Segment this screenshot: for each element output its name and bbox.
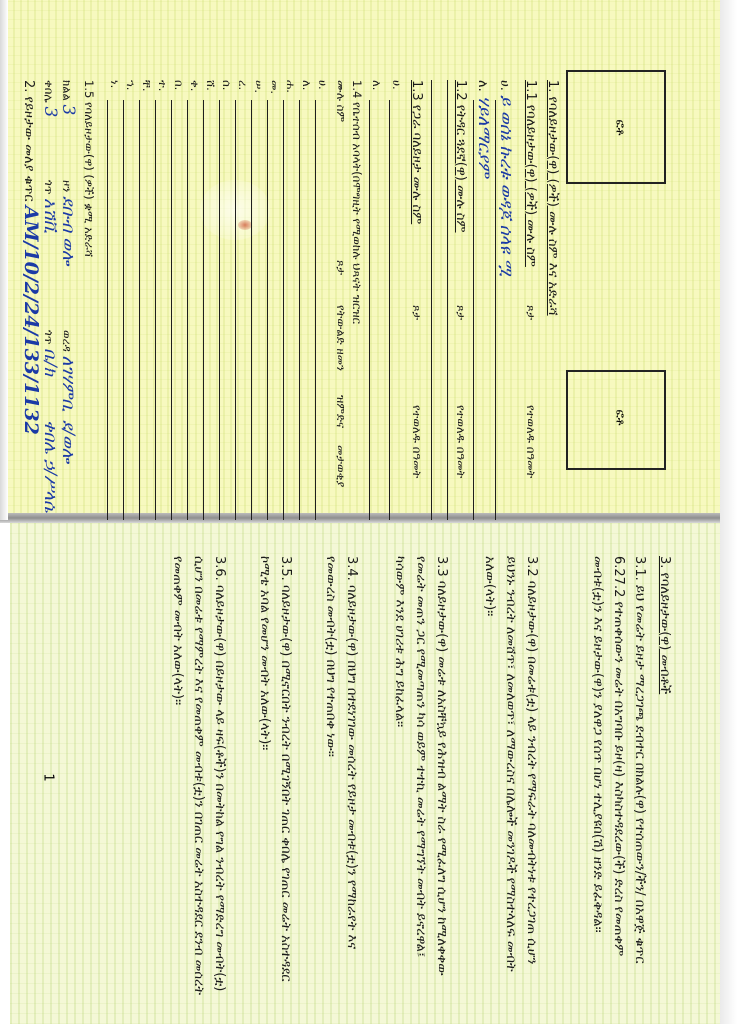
q1-5-zone-hw	[58, 420, 78, 463]
kebele-value: 3	[40, 106, 60, 118]
para-3-3: 3.3 ባለይዞታው(ዋ) መሬቱ ለአስቸኳይ የሕዝብ ልማት ስራ የሚፈለግ ሲሆን ከሚለቀቀው የመሬት መጠን ጋር የሚመጣጠን ካሳ ወይም ተተኪ መሬት የማግኘት መብት ይኖረዋል፤ ካሳውም እንደ ሀገሪቱ ሕግ ይከፈላል።	[392, 556, 449, 976]
family-member-row-label: ሸ.	[204, 80, 218, 91]
q1-4-col-id2: መታወቂያ	[334, 445, 348, 488]
q1-5-label: 1.5 የባለይዞታው(ዋ) (ዎች) ቋሚ አድራሻ	[82, 80, 96, 258]
q1-1-row-a	[496, 80, 516, 276]
family-member-row-line	[315, 100, 316, 520]
zone-label: ዞን	[60, 180, 74, 193]
family-member-row-label: ለ.	[300, 80, 314, 91]
family-member-row-line	[267, 100, 268, 520]
q1-1-col-gender: ጾታ	[524, 305, 538, 321]
handwritten-extra: ቀበሌ ኃ/ሥላሴ	[40, 420, 60, 513]
rights-title-text: 3. የባለይዞታው(ዋ) መብቶች	[657, 556, 672, 695]
family-member-row-label: ረ.	[236, 80, 250, 91]
family-member-row-label: መ.	[268, 80, 282, 95]
q1-1-col-id: የተወለዱ በዓመት	[524, 405, 538, 479]
q1-1-row-b	[474, 80, 494, 177]
q1-3-col-id: የተወለዱ በዓመት	[410, 405, 424, 479]
woreda-label: ወረዳ	[60, 330, 74, 352]
rights-content	[52, 556, 672, 996]
q1-1-text: 1.1 የባለይዞታው(ዋ) (ዎች) ሙሉ ስም	[523, 80, 538, 267]
q1-3-row-b: ለ.	[370, 80, 384, 91]
locality-value: ቤ/ክ	[40, 348, 60, 376]
q2-label	[20, 80, 42, 435]
q1-4-col-id: የትውልድ ዘመን	[334, 305, 348, 371]
left-edge-shadow	[0, 0, 8, 520]
underline	[431, 80, 432, 520]
q1-2-text: 1.2 የትዳር ጓደኛ(ዋ) ሙሉ ስም	[453, 80, 468, 233]
q1-5-locality	[40, 330, 60, 376]
q1-2-label	[453, 80, 468, 233]
handwritten-owner-name: ይ ወሰኔ ኩረቱ ወዳጆ ሰላዩ ሟ	[496, 95, 516, 277]
family-member-row-line	[107, 100, 108, 520]
para-3-5: 3.5. ባለይዞታው(ዋ) በሚኖርበት ንብረት በሚገኝበት ገጠር ቀበሌ የገጠር መሬት አስተዳደር ኮሚቴ አባል የመሆን መብት አለው(ላት)።	[257, 556, 293, 982]
kebele-label: ቀበሌ	[42, 80, 56, 103]
q1-4-col-gender: ጾታ	[334, 260, 348, 276]
family-member-row-line	[251, 100, 252, 520]
family-member-row-line	[299, 100, 300, 520]
para-3-2: 3.2 ባለይዞታው(ዋ) በመሬቱ(ቷ) ላይ ንብረት የማፍራት ባለመብትነቱ የተረጋገጠ ሲሆን ይህንኑ ንብረት ለመሸጥ፣ ለመለወጥ፣ ለማውረስና በሌሎች መንገዶች የማስተላለፍ መብት አለው(ላት)።	[482, 556, 539, 972]
q1-1-label	[523, 80, 538, 267]
q1-5-kebele	[40, 80, 60, 117]
family-member-row-line	[139, 100, 140, 520]
q1-3-col-gender: ጾታ	[410, 305, 424, 321]
family-member-row-line	[171, 100, 172, 520]
right-edge	[720, 0, 737, 1024]
zone-value: ደቡብ ወሎ	[58, 195, 78, 266]
woreda-value: ለገሃምቢ	[58, 355, 78, 412]
page-number: 1	[40, 773, 56, 782]
region-label: ክልል	[60, 80, 74, 101]
q1-4-col-name: ሙሉ ስም	[334, 80, 348, 123]
handwritten-zone: ደ/ወሎ	[58, 420, 78, 464]
region-value: 3	[58, 104, 78, 116]
got-value: አሽቪ	[40, 198, 60, 234]
got-label: ጎጥ	[42, 180, 56, 195]
q1-5-zone	[58, 180, 78, 265]
photo-label-2: ፎቶ	[613, 409, 628, 426]
underline	[495, 100, 496, 520]
family-member-row-label: በ.	[172, 80, 186, 91]
q1-4-label: 1.4 የቤተሰብ አባላት(በሞግዚት የሚወከሉ ህጻናት ዝርዝር	[350, 80, 364, 324]
q1-2-col-gender: ጾታ	[454, 305, 468, 321]
family-member-row-line	[235, 100, 236, 520]
family-member-row-label: ነ.	[108, 80, 122, 89]
handwritten-owner-name-2: ሃይለማርያም	[474, 95, 494, 178]
section1-title-text: 1. የባለይዞታው(ዋ) (ዎች) ሙሉ ስም እና አድራሻ	[545, 80, 560, 316]
form-content	[20, 60, 560, 513]
q1-4-col-rel: ዝምድና	[334, 395, 348, 429]
q1-3-row-a: ሀ.	[390, 80, 404, 90]
underline	[369, 100, 370, 520]
section1-title	[545, 80, 560, 316]
family-member-row-label: ቸ.	[140, 80, 154, 92]
family-member-row-line	[203, 100, 204, 520]
q1-5-hw-extra	[40, 420, 60, 513]
q1-2-col-id: የተወለዱ በዓመት	[454, 405, 468, 479]
q2-text: 2. የይዞታው መለያ ቁጥር	[21, 80, 36, 202]
underline	[473, 100, 474, 520]
family-member-row-label: ሐ.	[284, 80, 298, 93]
family-member-row-label: ተ.	[156, 80, 170, 92]
q1-3-label	[409, 80, 424, 224]
q1-5-woreda	[58, 330, 78, 412]
family-member-row-line	[219, 100, 220, 520]
row-label: ለ.	[475, 80, 490, 92]
family-member-row-label: ሀ.	[316, 80, 330, 90]
family-member-row-line	[187, 100, 188, 520]
row-label: ሀ.	[497, 80, 512, 91]
para-3-4: 3.4. ባለይዞታው(ዋ) በህግ በተደነገገው መሰረት የይዞታ መብቱ(ቷ)ን የማከራየት እና የመውረስ መብት(ቷ) በህግ የተጠበቀ ነው።	[323, 556, 359, 950]
locality-label: ጎጥ	[42, 330, 56, 345]
q1-3-text: 1.3 የጋራ ባለይዞታ ሙሉ ስም	[409, 80, 424, 225]
family-member-row-label: ሠ.	[252, 80, 266, 93]
family-member-row-line	[155, 100, 156, 520]
q1-5-got	[40, 180, 60, 233]
para-3-1: 3.1. ይህ የመሬት ይዞታ ማረጋገጫ ደብተር በክልሉ(ዋ) የተሰጠውን/ችን/ በአዋጅ ቁጥር 6.27.2 የተጠቀሰውን መሬት በአግባቡ ይዞ(ዛ) እስካስተዳደረው(ች) ድረስ የመጠቀም መብቱ(ቷ)ን እና ይዞታው(ዋ)ን ያለዋጋ የሰጥ በሆነ ተሊያዩበ(ሽ) ዘንድ ይፈቅዳል።	[590, 556, 647, 964]
para-3-6: 3.6. ባለይዞታው(ዋ) በይዞታው ላይ ዛፍ(ቶች)ን በመትከል የግል ንብረት የማድረግ መብት(ቷ) ሲሆን በመሬቱ የማምረት እና የመጠቀም መብቱ(ቷ)ን በገጠር መሬት አስተዳደር ደንብ መሰረት የመጠቀም መብት አለው(ላት)።	[170, 556, 227, 996]
q1-5-region	[58, 80, 78, 115]
rights-title	[657, 556, 672, 694]
parcel-id-value: AM/10/2/24/133/1132	[20, 205, 42, 435]
family-member-row-line	[283, 100, 284, 520]
family-member-row-label: ኀ.	[124, 80, 138, 91]
underline	[447, 80, 448, 520]
family-member-row-label: ሰ.	[220, 80, 234, 91]
photo-label-1: ፎቶ	[613, 119, 628, 136]
family-member-row-label: ቀ.	[188, 80, 202, 92]
underline	[389, 100, 390, 520]
family-member-row-line	[123, 100, 124, 520]
